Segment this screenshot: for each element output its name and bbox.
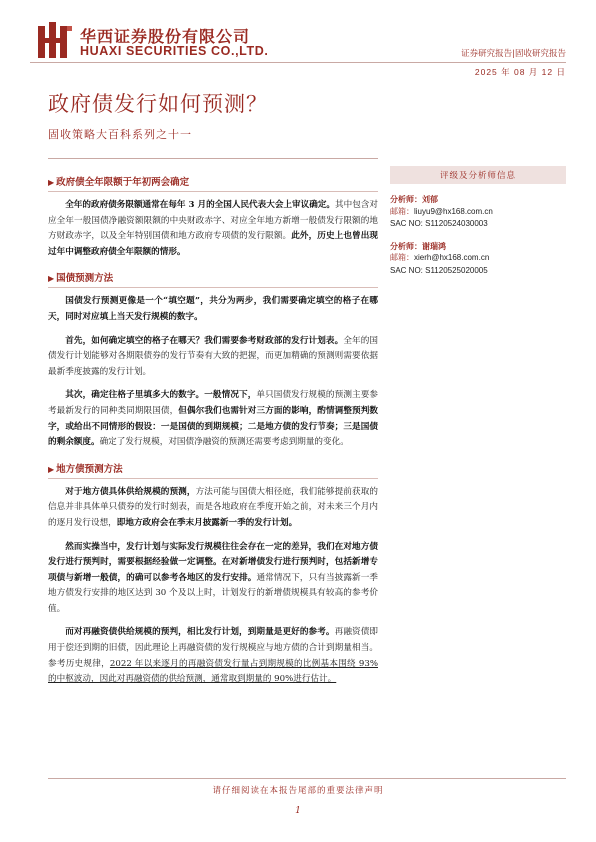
text-run: 此外，历史上也曾出现过年中调整政府债全年限额的情形。	[48, 231, 378, 257]
analyst-email[interactable]: liuyu9@hx168.com.cn	[414, 206, 493, 216]
analyst-card	[390, 240, 566, 278]
analyst-sac-number: SAC NO: S1120525020005	[390, 265, 488, 275]
text-run: 确定了发行规模，对国债净融资的预测还需要考虑到期量的变化。	[99, 437, 349, 448]
header-divider	[30, 62, 566, 63]
paragraph	[48, 294, 378, 325]
section-heading-text: 国债预测方法	[56, 273, 114, 285]
text-run: 再融资债即用于偿还到期的旧债，因此理论上再融资债的发行规模应与地方债的合计到期量相当。参考历史规律，	[48, 627, 378, 669]
paragraph	[48, 485, 378, 532]
section-heading	[48, 459, 378, 479]
footer-divider	[48, 778, 566, 779]
analyst-name: 分析师：谢瑞鸿	[390, 240, 446, 251]
section-heading	[48, 268, 378, 288]
section-heading-text: 地方债预测方法	[56, 463, 123, 475]
triangle-bullet-icon: ▶	[48, 463, 55, 474]
email-label: 邮箱：	[390, 206, 414, 216]
text-run: 其次，确定往格子里填多大的数字。一般情况下，	[65, 390, 257, 401]
sidebar-heading: 评级及分析师信息	[390, 166, 566, 184]
section-heading-text: 政府债全年限额于年初两会确定	[56, 177, 190, 188]
subtitle-divider	[48, 158, 378, 159]
text-run: 即地方政府会在季末月披露新一季的发行计划。	[116, 517, 298, 528]
paragraph	[48, 540, 378, 618]
triangle-bullet-icon: ▶	[48, 273, 55, 284]
brand-name-en: HUAXI SECURITIES CO.,LTD.	[80, 44, 269, 58]
section-heading	[48, 172, 378, 192]
text-run: 而对再融资债供给规模的预判，相比发行计划，到期量是更好的参考。	[65, 627, 335, 638]
paragraph	[48, 625, 378, 687]
brand-name-cn: 华西证券股份有限公司	[80, 27, 251, 46]
analyst-sac-number: SAC NO: S1120524030003	[390, 219, 488, 228]
text-run: 全年的政府债务限额通常在每年 3 月的全国人民代表大会上审议确定。	[65, 200, 336, 210]
paragraph	[48, 388, 378, 450]
page-title: 政府债发行如何预测？	[48, 92, 268, 116]
email-label: 邮箱：	[390, 253, 414, 262]
text-run: 全年的国债发行计划能够对各期限债券的发行节奏有大致的把握，而更加精确的预测则需要依据最新季度披露的发行计划。	[48, 335, 378, 377]
paragraph	[48, 334, 378, 381]
text-run: 首先，如何确定填空的格子在哪天？我们需要参考财政部的发行计划表。	[65, 335, 344, 346]
text-run: 但偶尔我们也需针对三方面的影响，酌情调整预判数字，或给出不同情形的假设：一是国债的到期规模；二是地方债的发行节奏；三是国债的剩余额度。	[48, 405, 378, 448]
paragraph	[48, 198, 378, 260]
text-run: 国债发行预测更像是一个“填空题”，共分为两步，我们需要确定填空的格子在哪天，同时对应填上当天发行规模的数字。	[48, 296, 378, 322]
report-date: 2025 年 08 月 12 日	[474, 67, 566, 77]
report-body	[48, 166, 378, 696]
page-number: 1	[295, 806, 301, 816]
triangle-bullet-icon: ▶	[48, 177, 55, 187]
text-run: 单只国债发行规模的预测主要参考最新发行的同种类同期限国债，	[48, 390, 378, 416]
page-subtitle: 固收策略大百科系列之十一	[48, 128, 192, 141]
huaxi-logo-icon	[38, 22, 72, 58]
legal-notice: 请仔细阅读在本报告尾部的重要法律声明	[212, 786, 384, 796]
analyst-email[interactable]: xierh@hx168.com.cn	[414, 253, 490, 262]
text-run: 通常情况下，只有当披露新一季地方债发行安排的地区达到 30 个及以上时，计划发行的新增债规模具有较高的参考价值。	[48, 572, 378, 614]
text-run: 其中包含对应全年一般国债净融资额限额的中央财政赤字、对应全年地方新增一般债发行限额的地方财政赤字，以及全年特别国债和地方政府专项债的发行限额。	[48, 200, 378, 242]
text-run: 方法可能与国债大相径庭，我们能够提前获取的信息并非具体单只债券的发行时刻表，而是各地政府在季度开始之前，对未来三个月内的逐月发行设想，	[48, 486, 378, 528]
analyst-name: 分析师：刘郁	[390, 194, 438, 204]
report-type: 证券研究报告|固收研究报告	[461, 49, 566, 59]
analyst-sidebar	[390, 166, 566, 277]
text-run: 2022 年以来逐月的再融资债发行量占到期规模的比例基本围绕 93%的中枢波动，因此对再融资债的供给预测，通常取到期量的 90%进行估计。	[48, 658, 378, 685]
text-run: 对于地方债具体供给规模的预测，	[65, 486, 196, 497]
text-run: 然而实操当中，发行计划与实际发行规模往往会存在一定的差异，我们在对地方债发行进行预判时，需要根据经验做一定调整。在对新增债发行进行预判时，包括新增专项债与新增一般债，的确可以参考各地区的发行安排。	[48, 541, 378, 583]
analyst-card	[390, 193, 566, 231]
